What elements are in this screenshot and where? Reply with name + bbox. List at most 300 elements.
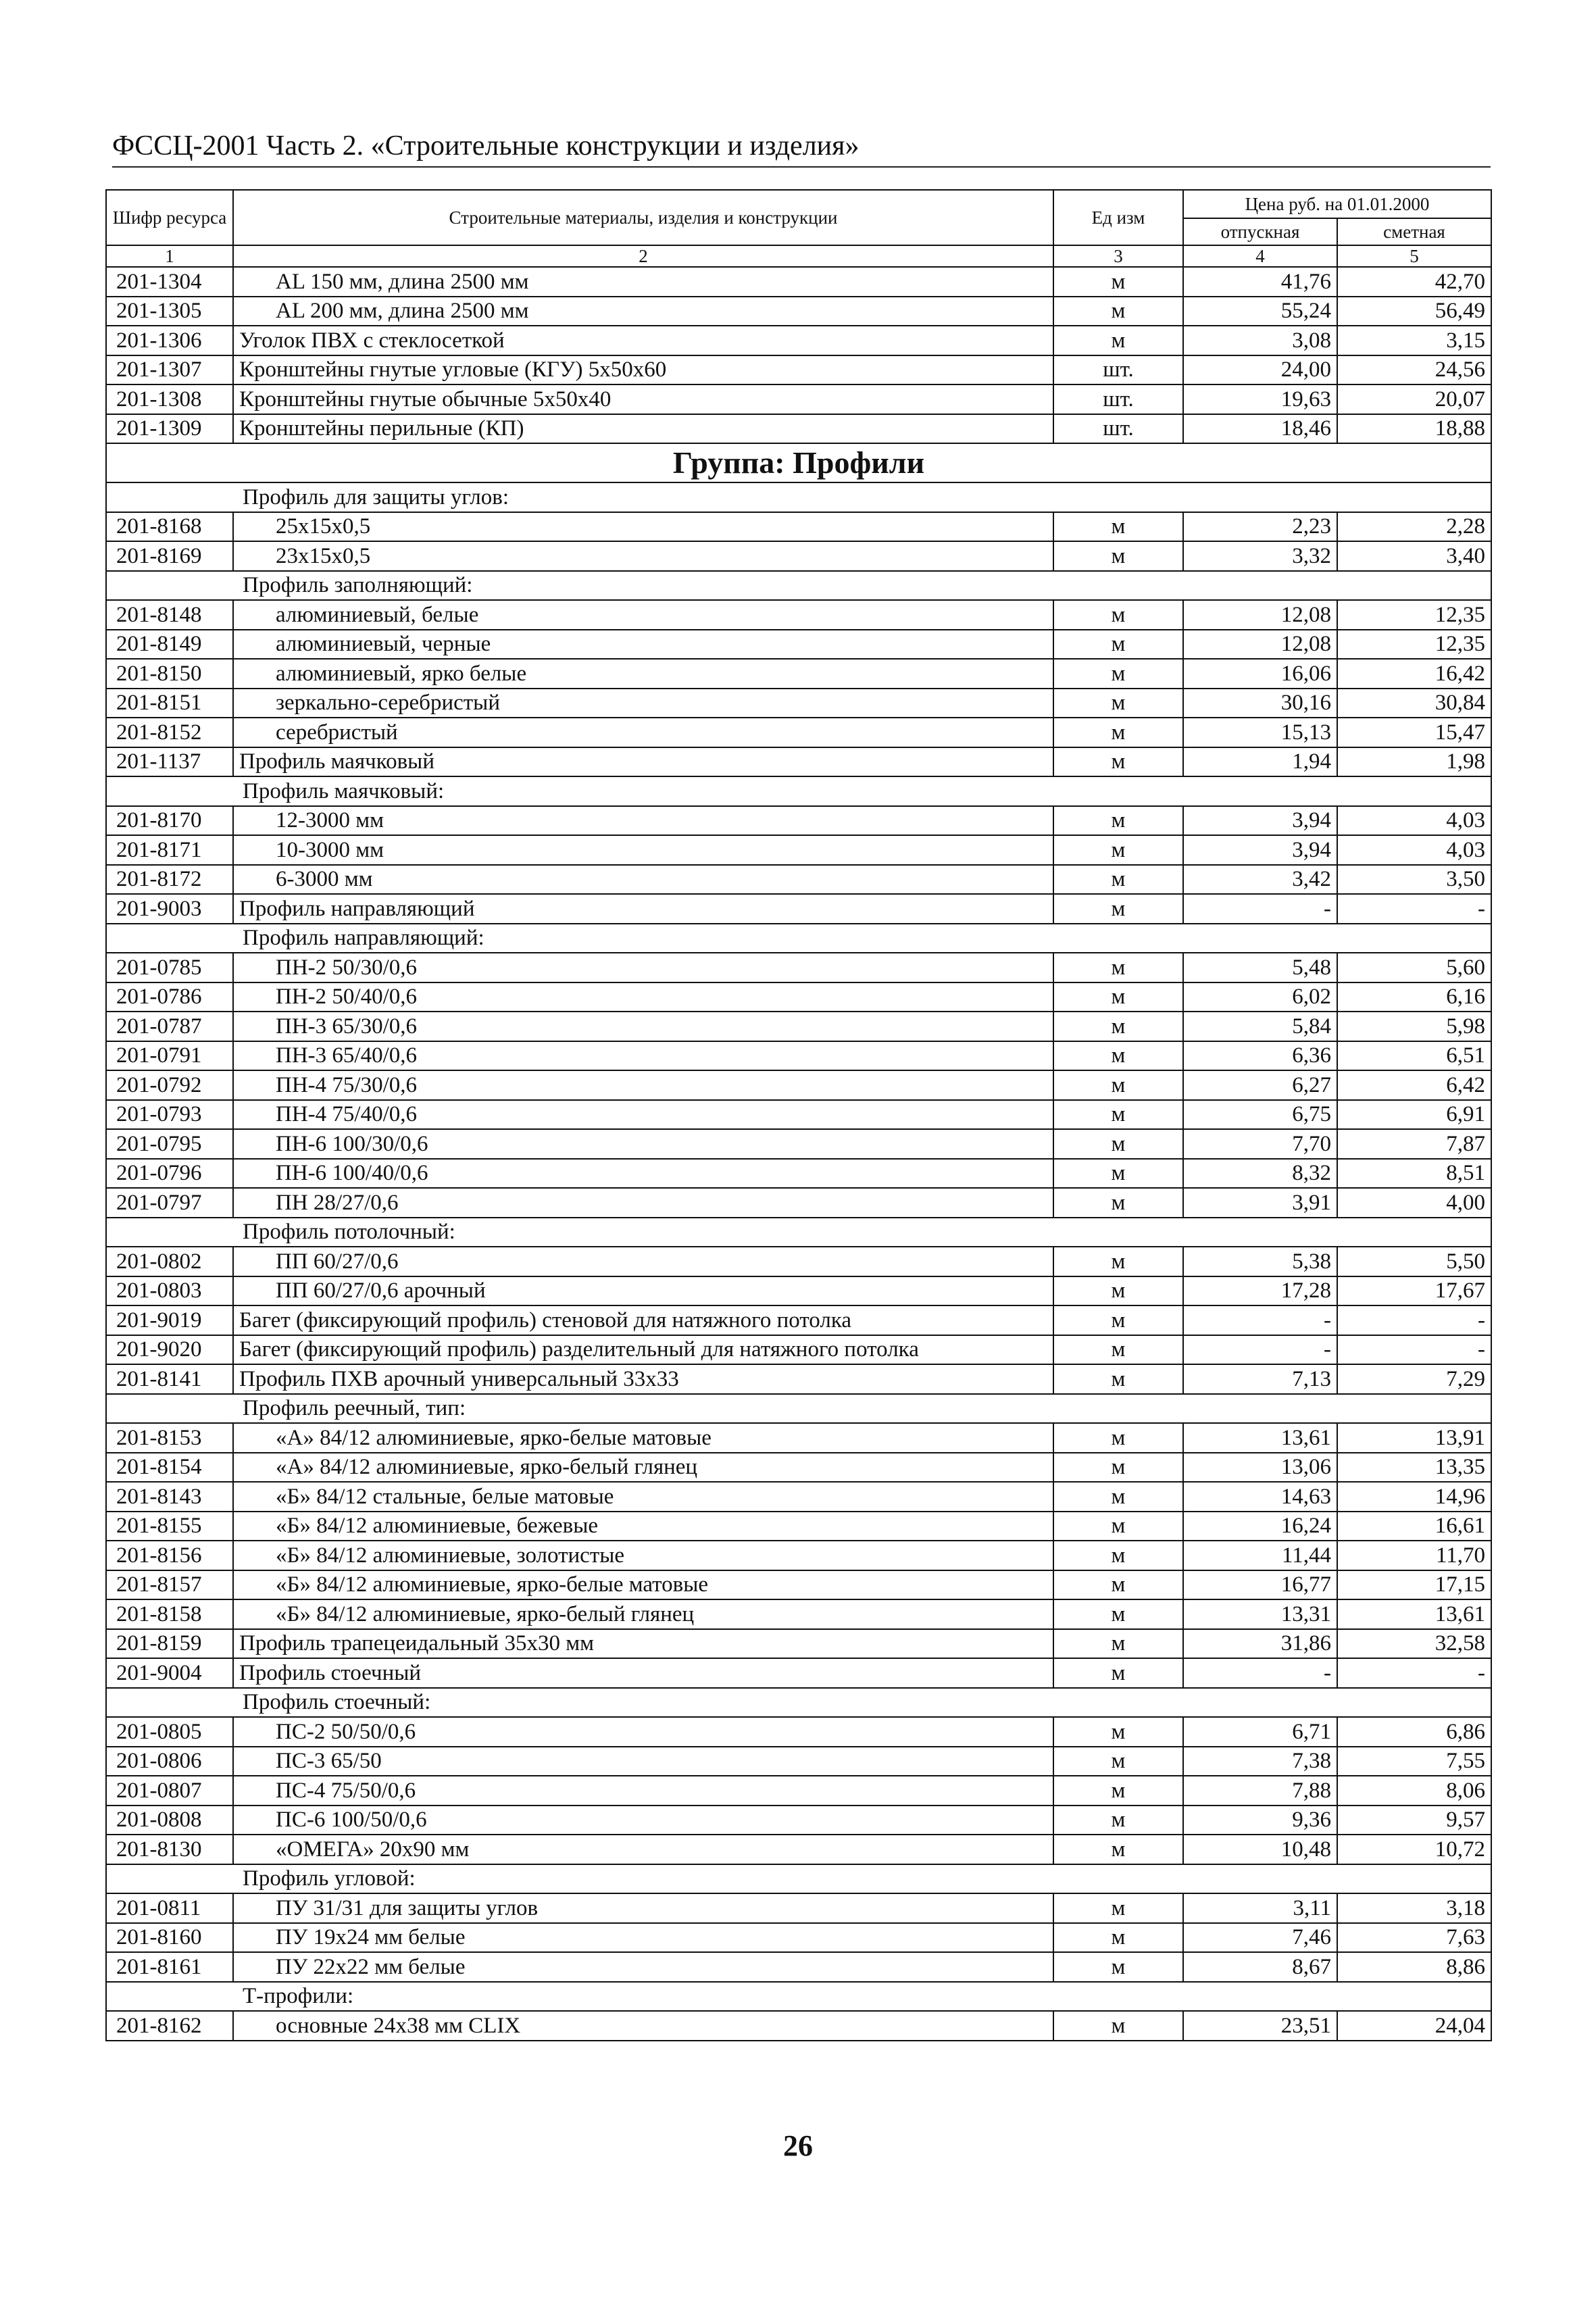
release-price: 8,67: [1183, 1952, 1337, 1982]
material-name: «А» 84/12 алюминиевые, ярко-белые матовые: [233, 1423, 1053, 1453]
material-name: алюминиевый, ярко белые: [233, 659, 1053, 689]
table-row: [106, 865, 1491, 895]
resource-code: 201-8155: [106, 1512, 233, 1541]
resource-code: 201-8160: [106, 1923, 233, 1953]
table-row: [106, 1041, 1491, 1071]
subgroup-row: [106, 1982, 1491, 2012]
subgroup-spacer: [106, 1394, 233, 1424]
material-name: ПУ 19х24 мм белые: [233, 1923, 1053, 1953]
unit-cell: м: [1053, 894, 1183, 924]
unit-cell: м: [1053, 1599, 1183, 1629]
estimate-price: 5,98: [1337, 1012, 1491, 1041]
material-name: «А» 84/12 алюминиевые, ярко-белый глянец: [233, 1453, 1053, 1483]
unit-cell: м: [1053, 1776, 1183, 1806]
unit-cell: м: [1053, 1100, 1183, 1130]
unit-cell: м: [1053, 1423, 1183, 1453]
material-name: «ОМЕГА» 20х90 мм: [233, 1835, 1053, 1864]
resource-code: 201-8143: [106, 1482, 233, 1512]
resource-code: 201-0795: [106, 1129, 233, 1159]
table-row: [106, 953, 1491, 982]
subgroup-spacer: [106, 1982, 233, 2012]
table-row: [106, 1453, 1491, 1483]
col-estimate-header: сметная: [1337, 218, 1491, 245]
resource-code: 201-8153: [106, 1423, 233, 1453]
resource-code: 201-1306: [106, 326, 233, 355]
unit-cell: м: [1053, 297, 1183, 326]
release-price: 5,48: [1183, 953, 1337, 982]
table-row: [106, 1923, 1491, 1953]
estimate-price: 4,03: [1337, 806, 1491, 836]
resource-code: 201-8151: [106, 689, 233, 718]
table-row: [106, 2011, 1491, 2041]
group-heading: Группа: Профили: [106, 443, 1491, 482]
estimate-price: 6,86: [1337, 1717, 1491, 1747]
material-name: ПН-4 75/30/0,6: [233, 1070, 1053, 1100]
resource-code: 201-0785: [106, 953, 233, 982]
col-index-2: 2: [233, 245, 1053, 267]
estimate-price: 3,40: [1337, 541, 1491, 571]
resource-code: 201-1309: [106, 414, 233, 444]
estimate-price: 17,67: [1337, 1276, 1491, 1306]
table-row: [106, 1776, 1491, 1806]
material-name: Профиль маячковый: [233, 747, 1053, 777]
price-table: [105, 189, 1492, 2041]
table-row: [106, 384, 1491, 414]
material-name: алюминиевый, белые: [233, 600, 1053, 630]
unit-cell: м: [1053, 689, 1183, 718]
estimate-price: 16,61: [1337, 1512, 1491, 1541]
release-price: 7,70: [1183, 1129, 1337, 1159]
resource-code: 201-8148: [106, 600, 233, 630]
release-price: 6,27: [1183, 1070, 1337, 1100]
estimate-price: 14,96: [1337, 1482, 1491, 1512]
release-price: 6,02: [1183, 982, 1337, 1012]
resource-code: 201-8171: [106, 835, 233, 865]
unit-cell: м: [1053, 1952, 1183, 1982]
estimate-price: 5,60: [1337, 953, 1491, 982]
subgroup-title: Т-профили:: [233, 1982, 1491, 2012]
release-price: 6,71: [1183, 1717, 1337, 1747]
resource-code: 201-9020: [106, 1335, 233, 1365]
estimate-price: 8,86: [1337, 1952, 1491, 1982]
subgroup-spacer: [106, 924, 233, 953]
estimate-price: 6,91: [1337, 1100, 1491, 1130]
estimate-price: 56,49: [1337, 297, 1491, 326]
resource-code: 201-1137: [106, 747, 233, 777]
estimate-price: 24,04: [1337, 2011, 1491, 2041]
release-price: 18,46: [1183, 414, 1337, 444]
subgroup-row: [106, 1688, 1491, 1718]
material-name: ПН-2 50/30/0,6: [233, 953, 1053, 982]
table-row: [106, 512, 1491, 542]
table-row: [106, 1012, 1491, 1041]
estimate-price: 10,72: [1337, 1835, 1491, 1864]
unit-cell: м: [1053, 1482, 1183, 1512]
estimate-price: 3,18: [1337, 1893, 1491, 1923]
estimate-price: 11,70: [1337, 1541, 1491, 1570]
resource-code: 201-8157: [106, 1570, 233, 1600]
material-name: AL 200 мм, длина 2500 мм: [233, 297, 1053, 326]
estimate-price: 13,61: [1337, 1599, 1491, 1629]
release-price: 3,42: [1183, 865, 1337, 895]
estimate-price: 20,07: [1337, 384, 1491, 414]
material-name: Профиль направляющий: [233, 894, 1053, 924]
material-name: ПН-6 100/40/0,6: [233, 1159, 1053, 1189]
estimate-price: 7,29: [1337, 1364, 1491, 1394]
subgroup-row: [106, 1394, 1491, 1424]
subgroup-row: [106, 571, 1491, 601]
material-name: «Б» 84/12 алюминиевые, золотистые: [233, 1541, 1053, 1570]
estimate-price: 16,42: [1337, 659, 1491, 689]
resource-code: 201-0807: [106, 1776, 233, 1806]
estimate-price: 2,28: [1337, 512, 1491, 542]
resource-code: 201-8141: [106, 1364, 233, 1394]
estimate-price: 4,03: [1337, 835, 1491, 865]
page-header: ФССЦ-2001 Часть 2. «Строительные конструкции и изделия»: [112, 128, 1491, 168]
material-name: «Б» 84/12 алюминиевые, бежевые: [233, 1512, 1053, 1541]
resource-code: 201-0787: [106, 1012, 233, 1041]
resource-code: 201-0792: [106, 1070, 233, 1100]
subgroup-row: [106, 1864, 1491, 1894]
estimate-price: 9,57: [1337, 1806, 1491, 1835]
unit-cell: м: [1053, 1541, 1183, 1570]
unit-cell: м: [1053, 982, 1183, 1012]
table-row: [106, 894, 1491, 924]
estimate-price: -: [1337, 1335, 1491, 1365]
unit-cell: м: [1053, 1658, 1183, 1688]
table-row: [106, 1599, 1491, 1629]
release-price: 55,24: [1183, 297, 1337, 326]
material-name: «Б» 84/12 стальные, белые матовые: [233, 1482, 1053, 1512]
release-price: 6,36: [1183, 1041, 1337, 1071]
unit-cell: м: [1053, 1276, 1183, 1306]
unit-cell: м: [1053, 1570, 1183, 1600]
estimate-price: -: [1337, 1305, 1491, 1335]
unit-cell: м: [1053, 953, 1183, 982]
table-row: [106, 835, 1491, 865]
group-heading-row: [106, 443, 1491, 482]
material-name: ПН-2 50/40/0,6: [233, 982, 1053, 1012]
material-name: Багет (фиксирующий профиль) стеновой для натяжного потолка: [233, 1305, 1053, 1335]
material-name: ПП 60/27/0,6 арочный: [233, 1276, 1053, 1306]
col-unit-header: Ед изм: [1053, 190, 1183, 245]
unit-cell: шт.: [1053, 384, 1183, 414]
unit-cell: м: [1053, 1364, 1183, 1394]
resource-code: 201-8152: [106, 718, 233, 747]
resource-code: 201-0796: [106, 1159, 233, 1189]
resource-code: 201-0797: [106, 1188, 233, 1218]
table-row: [106, 1305, 1491, 1335]
unit-cell: м: [1053, 1129, 1183, 1159]
table-row: [106, 600, 1491, 630]
release-price: 2,23: [1183, 512, 1337, 542]
release-price: 12,08: [1183, 630, 1337, 659]
resource-code: 201-8150: [106, 659, 233, 689]
subgroup-title: Профиль для защиты углов:: [233, 482, 1491, 512]
subgroup-spacer: [106, 1688, 233, 1718]
release-price: 41,76: [1183, 267, 1337, 297]
material-name: Профиль ПХВ арочный универсальный 33х33: [233, 1364, 1053, 1394]
subgroup-spacer: [106, 1218, 233, 1247]
subgroup-spacer: [106, 482, 233, 512]
page-number: 26: [783, 2129, 813, 2162]
table-row: [106, 1335, 1491, 1365]
resource-code: 201-1304: [106, 267, 233, 297]
material-name: ПС-3 65/50: [233, 1747, 1053, 1776]
table-row: [106, 1482, 1491, 1512]
resource-code: 201-8168: [106, 512, 233, 542]
unit-cell: шт.: [1053, 355, 1183, 385]
unit-cell: м: [1053, 1188, 1183, 1218]
resource-code: 201-8158: [106, 1599, 233, 1629]
material-name: Багет (фиксирующий профиль) разделительный для натяжного потолка: [233, 1335, 1053, 1365]
estimate-price: 6,16: [1337, 982, 1491, 1012]
material-name: серебристый: [233, 718, 1053, 747]
material-name: алюминиевый, черные: [233, 630, 1053, 659]
material-name: ПС-4 75/50/0,6: [233, 1776, 1053, 1806]
resource-code: 201-0791: [106, 1041, 233, 1071]
release-price: 16,24: [1183, 1512, 1337, 1541]
unit-cell: м: [1053, 2011, 1183, 2041]
table-row: [106, 1806, 1491, 1835]
release-price: 7,88: [1183, 1776, 1337, 1806]
material-name: Кронштейны гнутые угловые (КГУ) 5х50х60: [233, 355, 1053, 385]
material-name: AL 150 мм, длина 2500 мм: [233, 267, 1053, 297]
estimate-price: 7,55: [1337, 1747, 1491, 1776]
table-row: [106, 1070, 1491, 1100]
table-row: [106, 326, 1491, 355]
material-name: Профиль стоечный: [233, 1658, 1053, 1688]
release-price: 16,06: [1183, 659, 1337, 689]
material-name: Уголок ПВХ с стеклосеткой: [233, 326, 1053, 355]
unit-cell: м: [1053, 326, 1183, 355]
estimate-price: -: [1337, 894, 1491, 924]
unit-cell: м: [1053, 1512, 1183, 1541]
resource-code: 201-0802: [106, 1247, 233, 1276]
unit-cell: м: [1053, 718, 1183, 747]
unit-cell: м: [1053, 1806, 1183, 1835]
col-release-header: отпускная: [1183, 218, 1337, 245]
release-price: 23,51: [1183, 2011, 1337, 2041]
subgroup-row: [106, 1218, 1491, 1247]
resource-code: 201-0811: [106, 1893, 233, 1923]
subgroup-spacer: [106, 776, 233, 806]
release-price: 3,11: [1183, 1893, 1337, 1923]
unit-cell: м: [1053, 835, 1183, 865]
material-name: 23х15х0,5: [233, 541, 1053, 571]
subgroup-row: [106, 776, 1491, 806]
subgroup-title: Профиль направляющий:: [233, 924, 1491, 953]
table-row: [106, 1100, 1491, 1130]
col-index-5: 5: [1337, 245, 1491, 267]
subgroup-title: Профиль маячковый:: [233, 776, 1491, 806]
resource-code: 201-0805: [106, 1717, 233, 1747]
resource-code: 201-1307: [106, 355, 233, 385]
unit-cell: м: [1053, 1923, 1183, 1953]
resource-code: 201-0808: [106, 1806, 233, 1835]
release-price: 3,91: [1183, 1188, 1337, 1218]
unit-cell: м: [1053, 541, 1183, 571]
release-price: 12,08: [1183, 600, 1337, 630]
col-price-header: Цена руб. на 01.01.2000: [1183, 190, 1491, 218]
estimate-price: 1,98: [1337, 747, 1491, 777]
estimate-price: 5,50: [1337, 1247, 1491, 1276]
material-name: ПН-4 75/40/0,6: [233, 1100, 1053, 1130]
material-name: зеркально-серебристый: [233, 689, 1053, 718]
table-row: [106, 1247, 1491, 1276]
table-row: [106, 1570, 1491, 1600]
release-price: 13,61: [1183, 1423, 1337, 1453]
estimate-price: 8,51: [1337, 1159, 1491, 1189]
table-row: [106, 659, 1491, 689]
estimate-price: 7,87: [1337, 1129, 1491, 1159]
release-price: 13,31: [1183, 1599, 1337, 1629]
release-price: 8,32: [1183, 1159, 1337, 1189]
table-row: [106, 267, 1491, 297]
resource-code: 201-1305: [106, 297, 233, 326]
subgroup-title: Профиль реечный, тип:: [233, 1394, 1491, 1424]
unit-cell: м: [1053, 630, 1183, 659]
release-price: 7,13: [1183, 1364, 1337, 1394]
material-name: Профиль трапецеидальный 35х30 мм: [233, 1629, 1053, 1659]
subgroup-spacer: [106, 1864, 233, 1894]
release-price: -: [1183, 894, 1337, 924]
table-row: [106, 747, 1491, 777]
resource-code: 201-8156: [106, 1541, 233, 1570]
resource-code: 201-8130: [106, 1835, 233, 1864]
release-price: 30,16: [1183, 689, 1337, 718]
estimate-price: 7,63: [1337, 1923, 1491, 1953]
table-row: [106, 1717, 1491, 1747]
material-name: Кронштейны перильные (КП): [233, 414, 1053, 444]
unit-cell: м: [1053, 1629, 1183, 1659]
release-price: 3,94: [1183, 806, 1337, 836]
release-price: 3,08: [1183, 326, 1337, 355]
table-row: [106, 718, 1491, 747]
material-name: ПС-2 50/50/0,6: [233, 1717, 1053, 1747]
material-name: 12-3000 мм: [233, 806, 1053, 836]
resource-code: 201-8169: [106, 541, 233, 571]
estimate-price: 12,35: [1337, 600, 1491, 630]
estimate-price: 18,88: [1337, 414, 1491, 444]
table-header: [106, 190, 1491, 267]
table-row: [106, 1952, 1491, 1982]
material-name: ПУ 22х22 мм белые: [233, 1952, 1053, 1982]
subgroup-title: Профиль потолочный:: [233, 1218, 1491, 1247]
col-index-4: 4: [1183, 245, 1337, 267]
resource-code: 201-8159: [106, 1629, 233, 1659]
table-row: [106, 982, 1491, 1012]
release-price: 6,75: [1183, 1100, 1337, 1130]
resource-code: 201-1308: [106, 384, 233, 414]
resource-code: 201-8154: [106, 1453, 233, 1483]
table-row: [106, 1188, 1491, 1218]
subgroup-title: Профиль заполняющий:: [233, 571, 1491, 601]
table-row: [106, 1893, 1491, 1923]
release-price: 7,38: [1183, 1747, 1337, 1776]
unit-cell: м: [1053, 1305, 1183, 1335]
unit-cell: шт.: [1053, 414, 1183, 444]
release-price: -: [1183, 1305, 1337, 1335]
unit-cell: м: [1053, 1835, 1183, 1864]
estimate-price: 13,35: [1337, 1453, 1491, 1483]
release-price: 9,36: [1183, 1806, 1337, 1835]
material-name: ПП 60/27/0,6: [233, 1247, 1053, 1276]
unit-cell: м: [1053, 659, 1183, 689]
resource-code: 201-9003: [106, 894, 233, 924]
material-name: 6-3000 мм: [233, 865, 1053, 895]
table-row: [106, 541, 1491, 571]
release-price: 5,84: [1183, 1012, 1337, 1041]
unit-cell: м: [1053, 267, 1183, 297]
table-row: [106, 1364, 1491, 1394]
table-row: [106, 1658, 1491, 1688]
resource-code: 201-9004: [106, 1658, 233, 1688]
material-name: «Б» 84/12 алюминиевые, ярко-белый глянец: [233, 1599, 1053, 1629]
release-price: 16,77: [1183, 1570, 1337, 1600]
release-price: 19,63: [1183, 384, 1337, 414]
table-row: [106, 1512, 1491, 1541]
unit-cell: м: [1053, 1159, 1183, 1189]
release-price: 1,94: [1183, 747, 1337, 777]
material-name: ПУ 31/31 для защиты углов: [233, 1893, 1053, 1923]
col-code-header: Шифр ресурса: [106, 190, 233, 245]
estimate-price: 6,42: [1337, 1070, 1491, 1100]
table-row: [106, 1835, 1491, 1864]
release-price: 17,28: [1183, 1276, 1337, 1306]
estimate-price: 30,84: [1337, 689, 1491, 718]
estimate-price: 6,51: [1337, 1041, 1491, 1071]
resource-code: 201-0793: [106, 1100, 233, 1130]
material-name: 10-3000 мм: [233, 835, 1053, 865]
table-row: [106, 1129, 1491, 1159]
estimate-price: 15,47: [1337, 718, 1491, 747]
subgroup-row: [106, 482, 1491, 512]
unit-cell: м: [1053, 747, 1183, 777]
release-price: 14,63: [1183, 1482, 1337, 1512]
estimate-price: 8,06: [1337, 1776, 1491, 1806]
material-name: ПН-3 65/30/0,6: [233, 1012, 1053, 1041]
release-price: 15,13: [1183, 718, 1337, 747]
unit-cell: м: [1053, 1041, 1183, 1071]
col-name-header: Строительные материалы, изделия и конструкции: [233, 190, 1053, 245]
estimate-price: -: [1337, 1658, 1491, 1688]
table-row: [106, 297, 1491, 326]
table-row: [106, 1159, 1491, 1189]
estimate-price: 17,15: [1337, 1570, 1491, 1600]
column-index-row: [106, 245, 1491, 267]
unit-cell: м: [1053, 1453, 1183, 1483]
unit-cell: м: [1053, 1012, 1183, 1041]
material-name: ПС-6 100/50/0,6: [233, 1806, 1053, 1835]
unit-cell: м: [1053, 1070, 1183, 1100]
resource-code: 201-8172: [106, 865, 233, 895]
subgroup-title: Профиль стоечный:: [233, 1688, 1491, 1718]
table-row: [106, 689, 1491, 718]
subgroup-row: [106, 924, 1491, 953]
release-price: 31,86: [1183, 1629, 1337, 1659]
release-price: 11,44: [1183, 1541, 1337, 1570]
resource-code: 201-8161: [106, 1952, 233, 1982]
release-price: 24,00: [1183, 355, 1337, 385]
unit-cell: м: [1053, 1747, 1183, 1776]
table-row: [106, 1629, 1491, 1659]
release-price: -: [1183, 1658, 1337, 1688]
resource-code: 201-9019: [106, 1305, 233, 1335]
unit-cell: м: [1053, 512, 1183, 542]
material-name: 25х15х0,5: [233, 512, 1053, 542]
resource-code: 201-8149: [106, 630, 233, 659]
